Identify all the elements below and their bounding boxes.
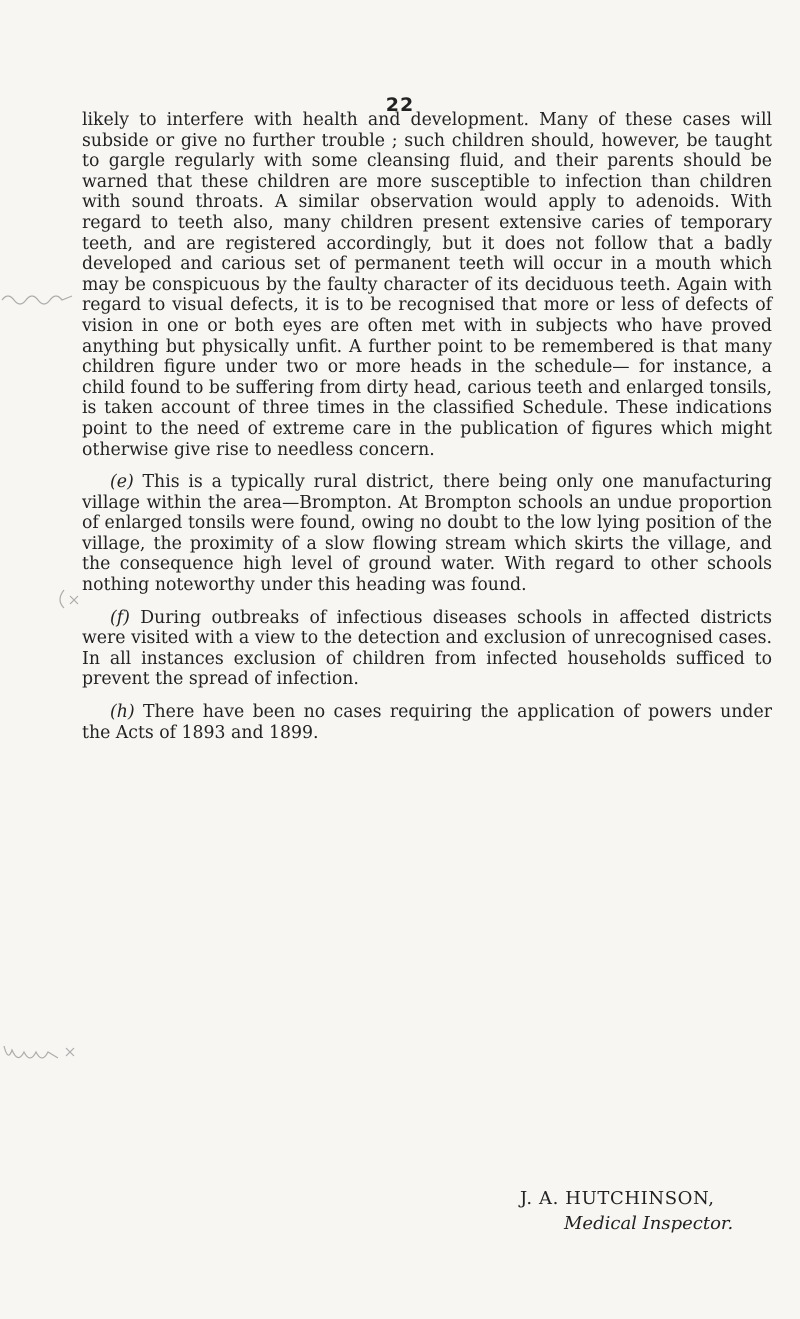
paragraph-text: During outbreaks of infectious diseases schools in affected districts were visited with a view to the detection and exclusion of unrecognised cases. In all instances exclusion of children from infected households sufficed to prevent the spread of infection. — [82, 607, 772, 690]
signature-block — [520, 1187, 780, 1237]
signatory-title: Medical Inspector. — [564, 1213, 734, 1234]
paragraph-f — [82, 608, 772, 690]
pencil-annotation-mark — [0, 286, 80, 316]
paragraph-label: (h) — [110, 702, 135, 723]
report-body — [82, 110, 772, 743]
paragraph-text: likely to interfere with health and development. Many of these cases will subside or give no further trouble ; such children should, however, be taught to gargle regularly with some cleansing fluid, and their parents should be warned that these children are more susceptible to infection than children with sound throats. A similar observation would apply to adenoids. With regard to teeth also, many children present extensive caries of temporary teeth, and are registered accordingly, but it does not follow that a badly developed and carious set of permanent teeth will occur in a mouth which may be conspicuous by the faulty character of its deciduous teeth. Again with regard to visual defects, it is to be recognised that more or less of defects of vision in one or both eyes are often met with in subjects who have proved anything but physically unfit. A further point to be remembered is that many children figure under two or more heads in the schedule— for instance, a child found to be suffering from dirty head, carious teeth and enlarged tonsils, is taken account of three times in the classified Schedule. These indications point to the need of extreme care in the publication of figures which might otherwise give rise to needless concern. — [82, 110, 773, 460]
paragraph-label: (f) — [110, 607, 130, 628]
paragraph-text: This is a typically rural district, there being only one manufacturing village within the area—Brompton. At Brompton schools an undue proportion of enlarged tonsils were found, owing no doubt to the low lying position of the village, the proximity of a slow flowing stream which skirts the village, and the consequence high level of ground water. With regard to other schools nothing noteworthy under this heading was found. — [82, 472, 772, 596]
signatory-name: J. A. HUTCHINSON, — [520, 1188, 715, 1209]
paragraph-h — [82, 702, 772, 743]
paragraph-e — [82, 472, 772, 596]
paragraph-continuation — [82, 110, 772, 460]
pencil-annotation-mark — [0, 1040, 80, 1070]
paragraph-text: There have been no cases requiring the application of powers under the Acts of 1893 and 1899. — [82, 702, 772, 743]
page-number: 22 — [385, 94, 415, 116]
pencil-annotation-mark — [56, 586, 86, 616]
paragraph-label: (e) — [110, 472, 134, 493]
